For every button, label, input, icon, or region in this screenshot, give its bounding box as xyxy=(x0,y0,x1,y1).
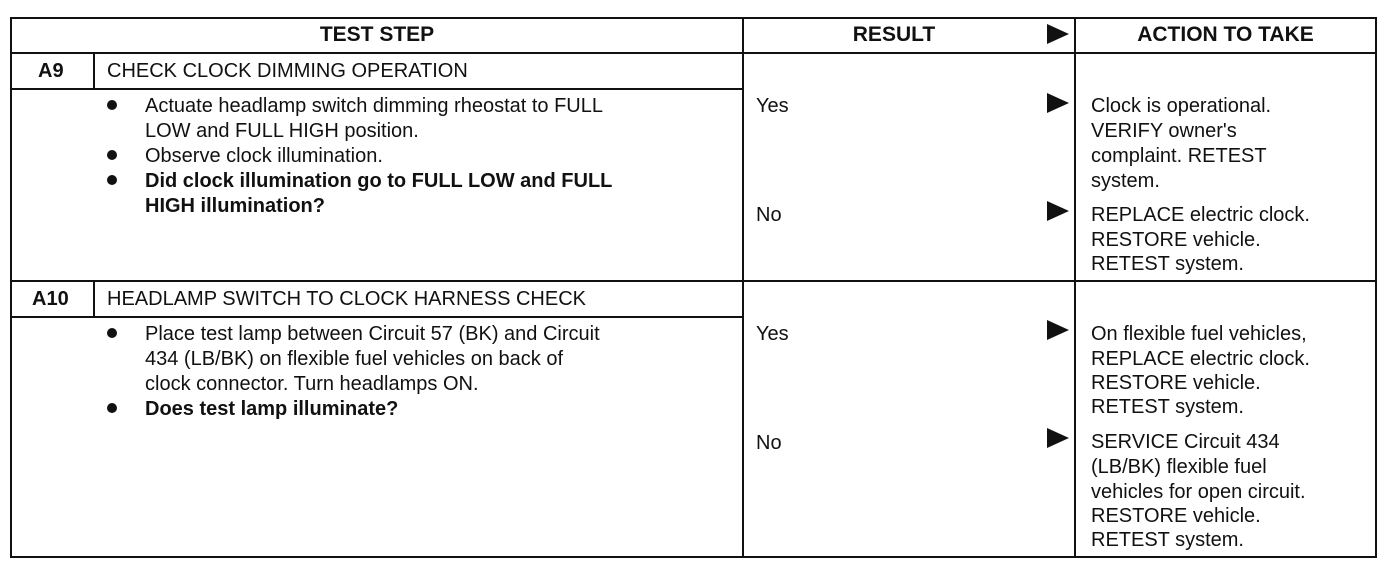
step-id: A9 xyxy=(38,60,64,82)
result-arrow-icon xyxy=(1047,428,1069,448)
action-text: RETEST system. xyxy=(1091,396,1244,418)
action-text: REPLACE electric clock. xyxy=(1091,204,1310,226)
step-instruction: 434 (LB/BK) on flexible fuel vehicles on back of xyxy=(145,348,564,370)
result-label: Yes xyxy=(756,323,789,345)
result-arrow-icon xyxy=(1047,320,1069,340)
header-arrow-icon xyxy=(1047,24,1069,44)
header-result: RESULT xyxy=(852,23,936,46)
result-label: No xyxy=(756,432,782,454)
action-text: complaint. RETEST xyxy=(1091,145,1267,167)
bullet-icon xyxy=(107,175,117,185)
step-instruction: Place test lamp between Circuit 57 (BK) and Circuit xyxy=(145,323,600,345)
result-label: Yes xyxy=(756,95,789,117)
result-label: No xyxy=(756,204,782,226)
step-instruction: LOW and FULL HIGH position. xyxy=(145,120,419,142)
action-text: RETEST system. xyxy=(1091,253,1244,275)
step-a9-id-divider xyxy=(93,53,95,89)
step-instruction: Actuate headlamp switch dimming rheostat to FULL xyxy=(145,95,603,117)
action-text: RESTORE vehicle. xyxy=(1091,372,1261,394)
action-text: RETEST system. xyxy=(1091,529,1244,551)
action-text: REPLACE electric clock. xyxy=(1091,348,1310,370)
bullet-icon xyxy=(107,100,117,110)
step-instruction: clock connector. Turn headlamps ON. xyxy=(145,373,479,395)
result-arrow-icon xyxy=(1047,93,1069,113)
step-question: Does test lamp illuminate? xyxy=(145,398,399,420)
step-question: HIGH illumination? xyxy=(145,195,325,217)
action-text: RESTORE vehicle. xyxy=(1091,229,1261,251)
action-text: system. xyxy=(1091,170,1160,192)
step-instruction: Observe clock illumination. xyxy=(145,145,383,167)
step-title: HEADLAMP SWITCH TO CLOCK HARNESS CHECK xyxy=(107,288,586,310)
step-question: Did clock illumination go to FULL LOW and FULL xyxy=(145,170,613,192)
header-test-step: TEST STEP xyxy=(319,23,435,46)
table-border-bottom xyxy=(10,556,1377,558)
row-divider xyxy=(10,280,1377,282)
bullet-icon xyxy=(107,150,117,160)
table-border-top xyxy=(10,17,1377,19)
bullet-icon xyxy=(107,403,117,413)
step-id: A10 xyxy=(32,288,69,310)
header-divider xyxy=(10,52,1377,54)
bullet-icon xyxy=(107,328,117,338)
action-text: Clock is operational. xyxy=(1091,95,1272,117)
step-a10-id-divider xyxy=(93,281,95,317)
column-divider-action xyxy=(1074,17,1076,558)
action-text: On flexible fuel vehicles, xyxy=(1091,323,1307,345)
header-action: ACTION TO TAKE xyxy=(1137,23,1314,46)
result-arrow-icon xyxy=(1047,201,1069,221)
column-divider-result xyxy=(742,17,744,558)
action-text: SERVICE Circuit 434 xyxy=(1091,431,1280,453)
action-text: (LB/BK) flexible fuel xyxy=(1091,456,1267,478)
action-text: VERIFY owner's xyxy=(1091,120,1237,142)
table-border-right xyxy=(1375,17,1377,558)
action-text: vehicles for open circuit. xyxy=(1091,481,1306,503)
table-border-left xyxy=(10,17,12,558)
step-a9-title-divider xyxy=(10,88,744,90)
step-title: CHECK CLOCK DIMMING OPERATION xyxy=(107,60,468,82)
action-text: RESTORE vehicle. xyxy=(1091,505,1261,527)
step-a10-title-divider xyxy=(10,316,744,318)
